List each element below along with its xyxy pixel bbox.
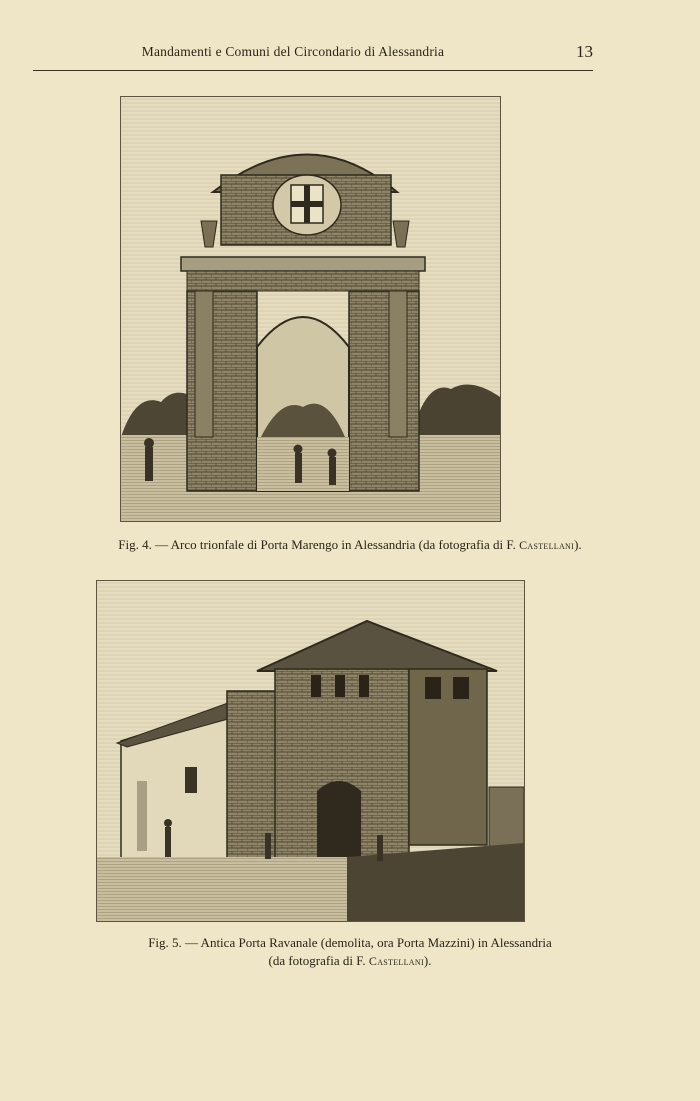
- figure-5-caption-line2: [60, 952, 640, 970]
- page-number: 13: [576, 42, 593, 61]
- figure-5-caption: [60, 934, 640, 970]
- figure-5-engraving: [96, 580, 525, 922]
- running-head: [33, 40, 593, 71]
- figure-5-caption-credit: Castellani: [368, 954, 424, 968]
- figure-4-engraving: [120, 96, 501, 522]
- figure-5-caption-line2-text: (da fotografia di F.: [268, 953, 369, 968]
- arch-engraving: [121, 97, 500, 521]
- running-title: Mandamenti e Comuni del Circondario di Alessandria: [141, 44, 445, 59]
- figure-4-caption-text: Fig. 4. — Arco trionfale di Porta Marengo in Alessandria (da fotografia di F.: [118, 537, 520, 552]
- figure-5-caption-line1: Fig. 5. — Antica Porta Ravanale (demolita, ora Porta Mazzini) in Alessandria: [148, 935, 552, 950]
- figure-4-caption: [20, 536, 680, 554]
- figure-5-caption-end: ).: [423, 953, 432, 968]
- figure-4-caption-end: ).: [574, 537, 582, 552]
- figure-4-caption-credit: Castellani: [519, 538, 575, 552]
- gate-tower-engraving: [97, 581, 524, 921]
